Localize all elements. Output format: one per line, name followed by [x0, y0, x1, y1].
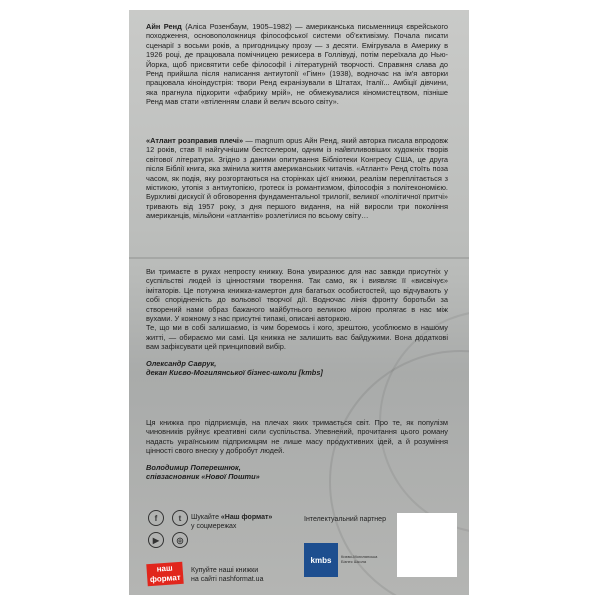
reviewer-name: Олександр Саврук,	[146, 358, 217, 368]
twitter-icon[interactable]: t	[172, 510, 188, 526]
section-divider	[129, 257, 469, 259]
author-bio	[146, 22, 448, 107]
author-name: Айн Ренд	[146, 22, 182, 31]
review-text: Ця книжка про підприємців, на плечах яких тримається світ. Про те, як популізм чиновників руйнує креативні сили суспільства. Упевнений, прочитання цього роману надасть українським підприємцям не лише масу продуктивних ідей, а й розуміння цінності свого внеску у добробут людей.	[146, 418, 448, 456]
review-text: Ви тримаєте в руках непросту книжку. Вона увиразнює для нас завжди присутніх у суспільстві людей із цінностями творення. Так само, як і виявляє її «висвічує» імітаторів. Це потужна книжка-камертон для багатьох особистостей, що відчувають у собі спорідненість до вольової творчої дії. Водночас лінія фронту боротьби за створений нами образ бажаного майбутнього великою мірою пролягає в нас між вухами. У кожному з нас присутні типажі, описані авторкою.	[146, 267, 448, 324]
reviewer-role: декан Києво-Могилянської бізнес-школи [kmbs]	[146, 368, 323, 378]
buy-note-line2: на сайті nashformat.ua	[191, 576, 264, 583]
reviewer-role: співзасновник «Нової Пошти»	[146, 472, 260, 482]
social-note-pre: Шукайте	[191, 514, 221, 521]
kmbs-subtitle: Києво-Могилянська Бізнес Школа	[341, 554, 378, 564]
youtube-icon[interactable]: ▶	[148, 532, 164, 548]
review-text-continued: Те, що ми в собі залишаємо, із чим боремось і кого, зрештою, усоблюємо в нашому житті, — обираємо ми самі. Ця книжка не залишить вас байдужими. Вона додаткові вам зафіксувати цей принциповий вибір.	[146, 323, 448, 352]
kmbs-logo: kmbs	[304, 543, 338, 577]
review-popereshniuk	[146, 418, 448, 481]
book-back-cover	[129, 10, 469, 595]
buy-note-line1: Купуйте наші книжки	[191, 567, 259, 574]
social-note	[191, 513, 272, 531]
partner-label: Інтелектуальний партнер	[304, 516, 386, 523]
instagram-icon[interactable]: ◎	[172, 532, 188, 548]
social-note-post: у соцмережах	[191, 523, 237, 530]
social-note-brand: «Наш формат»	[220, 514, 273, 521]
book-description	[146, 136, 448, 221]
review-savruk	[146, 267, 448, 377]
facebook-icon[interactable]: f	[148, 510, 164, 526]
buy-note	[191, 566, 263, 584]
reviewer-name: Володимир Поперешнюк,	[146, 462, 241, 472]
book-title-lead: «Атлант розправив плечі»	[146, 136, 244, 145]
author-bio-text: (Аліса Розенбаум, 1905–1982) — американська письменниця єврейського походження, основоположниця філософської системи об'єктивізму. Почала писати сценарії з восьми років, а пригодницьку прозу — з десяти. Емігрувала в Америку в 1926 році, де працювала помічницею режисера в Голлівуді, потім переїхала до Нью-Йорка, щоб присвятити себе філософії і літературній творчості. Справжня слава до Ренд прийшла після написання антиутопії «Гімн» (1938), водночас на ім'я авторки працювала кіноіндустрія: твори Ренд екранізували в Штатах, Італії... Амбіції дівчини, яка прагнула підкорити «фабрику мрій», не обмежувалися кіномистецтвом, пізніше Ренд мав стати «втіленням слави й велич всього світу».	[146, 22, 448, 107]
social-icons	[148, 510, 196, 548]
book-description-text: — magnum opus Айн Ренд, який авторка писала впродовж 12 років, став її найгучнішим бестселером, одним із найвпливовіших художніх творів світової літератури. Згідно з даними опитування Бібліотеки Конгресу США, це друга після Біблії книга, яка змінила життя американських читачів. «Атлант» Ренд стоїть поза часом, як подія, яку розгортаються на сторінках цієї книжки, реалізм переплітається з містикою, утопія з антиутопією, гротеск із романтизмом, філософія з політекономією. Бурхливі дискусії й обговорення фундаментальної трилогії, великої «політичної притчі» тривають від 1957 року, з дня першого видання, на ній виросли три покоління американців, мільйони «атлантів» розлетілися по всьому світу…	[146, 136, 449, 221]
barcode-area	[397, 513, 457, 577]
publisher-logo: наш формат	[146, 562, 183, 586]
